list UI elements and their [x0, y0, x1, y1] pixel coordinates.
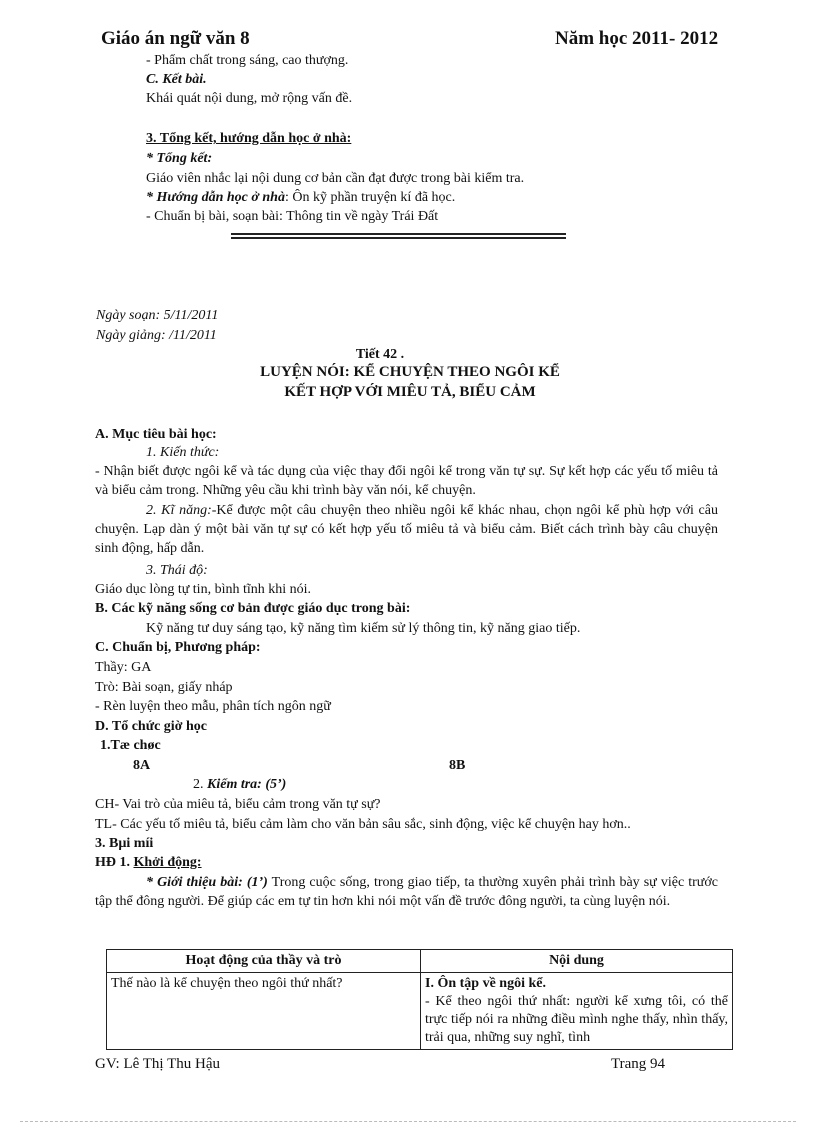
kiem-tra-label: Kiểm tra: (5’) — [207, 777, 287, 792]
lesson-title-line2: KẾT HỢP VỚI MIÊU TẢ, BIỂU CẢM — [284, 384, 536, 400]
date-prepared: Ngày soạn: 5/11/2011 — [96, 308, 219, 323]
question-line: CH- Vai trò của miêu tả, biểu cảm trong văn tự sự? — [95, 797, 381, 812]
divider-line — [231, 237, 566, 239]
activity-heading — [95, 853, 202, 872]
divider-line — [231, 233, 566, 235]
section-heading: A. Mục tiêu bài học: — [95, 427, 217, 442]
homework-line — [146, 188, 455, 207]
class-label: 8B — [449, 758, 466, 773]
class-label: 8A — [133, 758, 151, 773]
subheading: 1. Kiến thức: — [146, 445, 220, 460]
label-tong-ket: * Tổng kết: — [146, 151, 213, 166]
paragraph-introduction — [95, 873, 718, 911]
cell-heading: I. Ôn tập về ngôi kể. — [425, 976, 546, 991]
table-header-cell: Hoạt động của thầy và trò — [107, 950, 421, 973]
kiem-tra-line — [193, 775, 286, 794]
date-taught: Ngày giảng: /11/2011 — [96, 328, 217, 343]
text-line: 1.Tæ chøc — [100, 738, 161, 753]
text-line: Kỹ năng tư duy sáng tạo, kỹ năng tìm kiếm sử lý thông tin, kỹ năng giao tiếp. — [146, 621, 581, 636]
kiem-tra-number: 2. — [193, 777, 207, 792]
lesson-title-line1: LUYỆN NÓI: KỂ CHUYỆN THEO NGÔI KỂ — [260, 364, 560, 380]
activity-prefix: HĐ 1. — [95, 855, 134, 870]
table-header-row — [107, 950, 733, 973]
section-heading: C. Kết bài. — [146, 72, 207, 87]
section-heading: 3. Tổng kết, hướng dẫn học ở nhà: — [146, 131, 352, 146]
text-line: Giáo viên nhắc lại nội dung cơ bản cần đạt được trong bài kiểm tra. — [146, 171, 525, 186]
activity-table — [106, 949, 733, 1050]
text-line: Thầy: GA — [95, 660, 152, 675]
section-heading: C. Chuẩn bị, Phương pháp: — [95, 640, 261, 655]
footer-page-number: Trang 94 — [611, 1056, 666, 1072]
text-line: - Phẩm chất trong sáng, cao thượng. — [146, 53, 349, 68]
label-huong-dan: * Hướng dẫn học ở nhà — [146, 190, 285, 205]
section-heading: B. Các kỹ năng sống cơ bản được giáo dục trong bài: — [95, 601, 411, 616]
text-line: - Rèn luyện theo mẫu, phân tích ngôn ngữ — [95, 699, 331, 714]
section-heading: 3. Bµi míi — [95, 836, 154, 851]
table-cell-right — [421, 973, 733, 1050]
paragraph-skills — [95, 501, 718, 558]
intro-text: Trong cuộc sống, trong giao tiếp, ta thường xuyên phải trình bày sự việc trước tập thể đông người. Để giúp các em tự tin hơn khi nói một vấn đề trước đông người, ta cùng luyện nói. — [95, 875, 718, 909]
intro-label: * Giới thiệu bài: (1’) — [146, 875, 268, 890]
section-heading: D. Tổ chức giờ học — [95, 719, 207, 734]
footer-teacher: GV: Lê Thị Thu Hậu — [95, 1056, 220, 1072]
text-line: Giáo dục lòng tự tin, bình tĩnh khi nói. — [95, 582, 312, 597]
header-right-year: Năm học 2011- 2012 — [555, 28, 719, 49]
skills-text: -Kể được một câu chuyện theo nhiều ngôi kể khác nhau, chọn ngôi kể phù hợp với câu chuyện. Lạp dàn ý một bài văn tự sự có kết hợp yếu tố miêu tả và biểu cảm. Biết cách trình bày câu chuyện sinh động, hấp dẫn. — [95, 503, 718, 556]
subheading: 3. Thái độ: — [146, 563, 208, 578]
table-row — [107, 973, 733, 1050]
text-line: Trò: Bài soạn, giấy nháp — [95, 680, 233, 695]
header-left-title: Giáo án ngữ văn 8 — [101, 28, 250, 49]
homework-text: : Ôn kỹ phần truyện kí đã học. — [284, 190, 456, 205]
text-line: Khái quát nội dung, mở rộng vấn đề. — [146, 91, 353, 106]
subheading: 2. Kĩ năng: — [146, 503, 212, 518]
text-line: - Chuẩn bị bài, soạn bài: Thông tin về ngày Trái Đất — [146, 209, 439, 224]
answer-line: TL- Các yếu tố miêu tả, biểu cảm làm cho văn bản sâu sắc, sinh động, việc kể chuyện hay hơn.. — [95, 817, 631, 832]
lesson-number: Tiết 42 . — [355, 347, 405, 362]
activity-label: Khởi động: — [133, 855, 202, 870]
paragraph-knowledge: - Nhận biết được ngôi kể và tác dụng của việc thay đổi ngôi kể trong văn tự sự. Sự kết hợp các yếu tố miêu tả và biểu cảm trong. Những yêu cầu khi trình bày văn nói, kể chuyện. — [95, 464, 718, 498]
page-edge-line — [20, 1121, 796, 1122]
table-cell-left: Thế nào là kể chuyện theo ngôi thứ nhất? — [107, 973, 421, 1050]
cell-text: - Kể theo ngôi thứ nhất: người kể xưng tôi, có thể trực tiếp nói ra những điều mình nghe thấy, nhìn thấy, trải qua, những suy nghĩ, tình — [425, 994, 728, 1045]
table-header-cell: Nội dung — [421, 950, 733, 973]
